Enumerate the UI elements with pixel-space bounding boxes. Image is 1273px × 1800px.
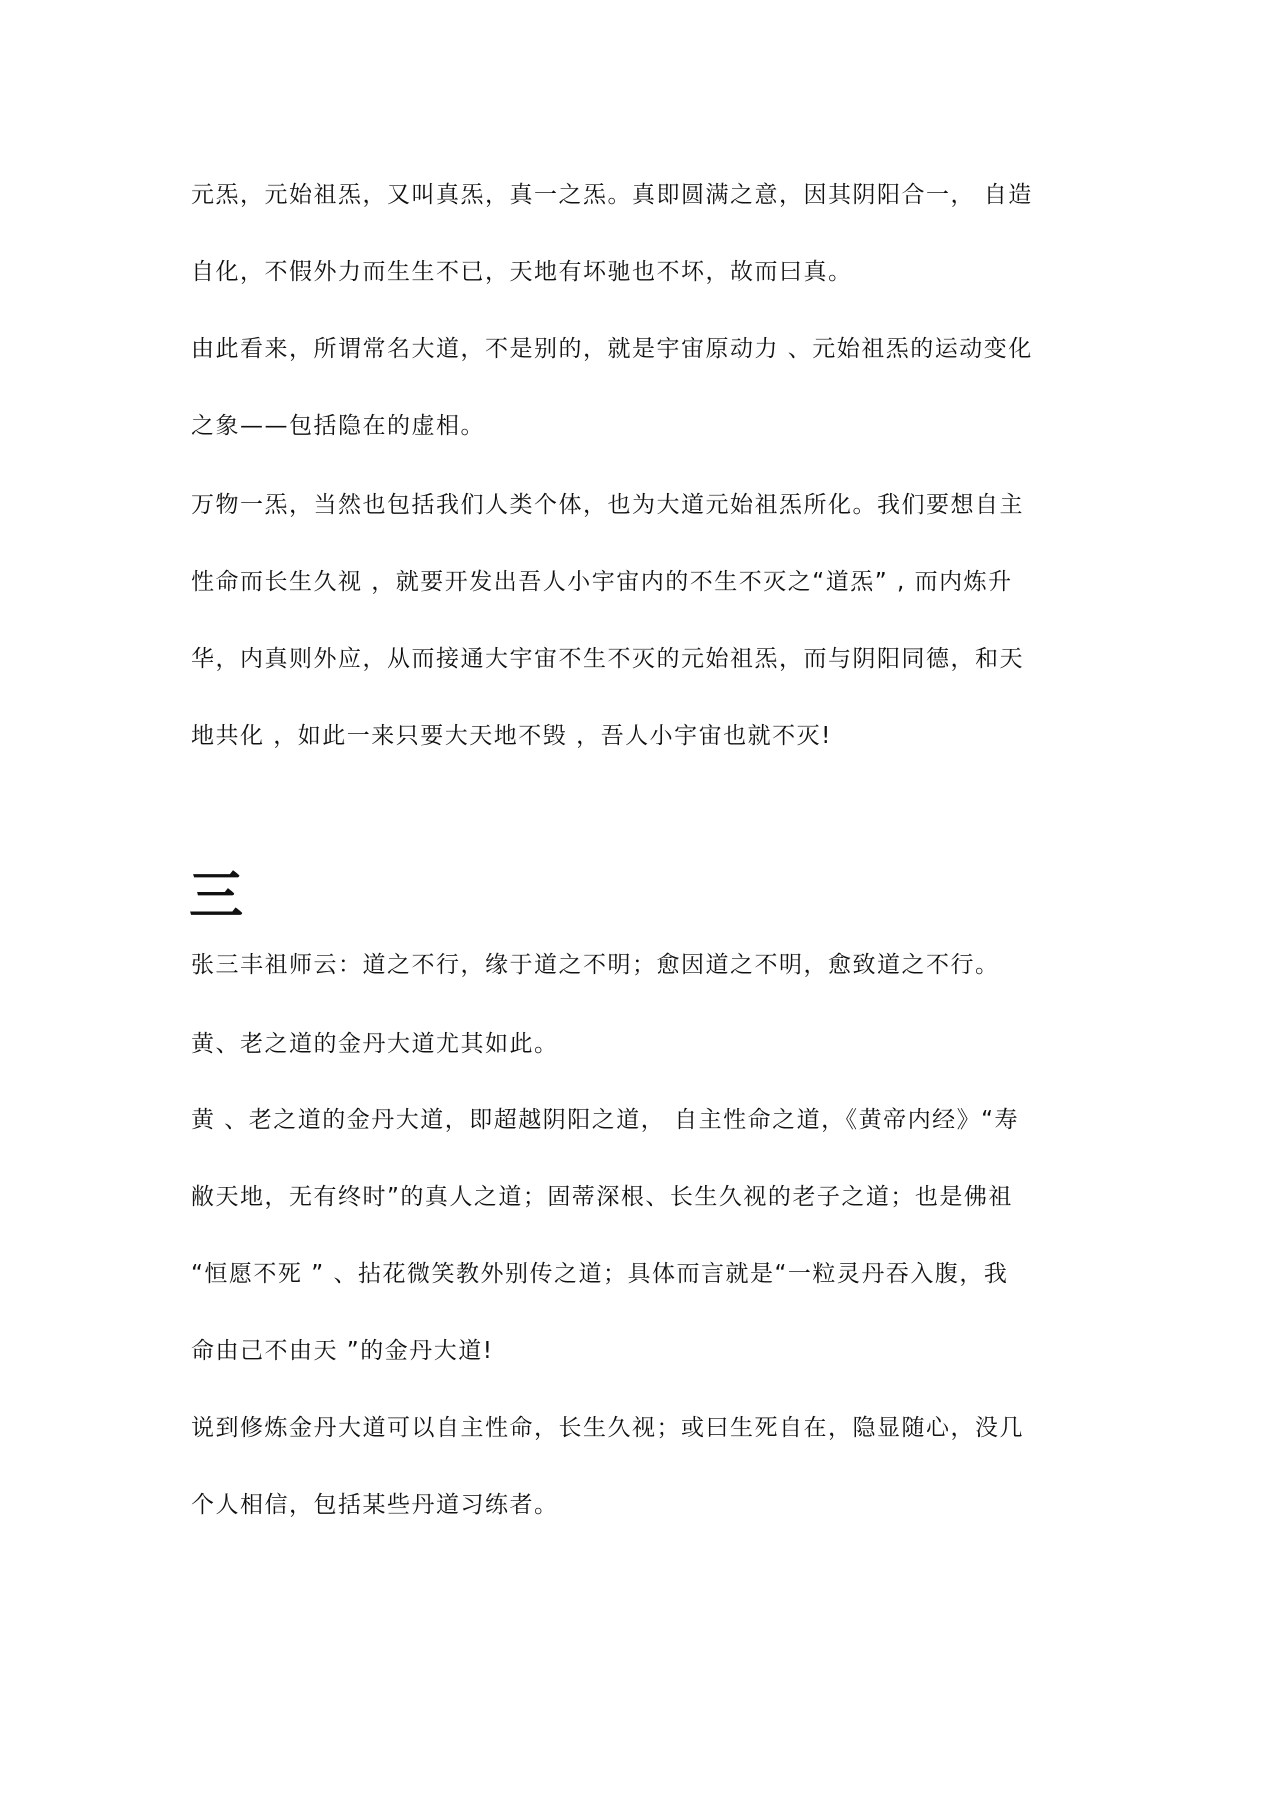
paragraph-line: 地共化 ，如此一来只要大天地不毁 ，吾人小宇宙也就不灭! [191, 723, 832, 749]
paragraph-line: 自化，不假外力而生生不已，天地有坏驰也不坏，故而曰真。 [191, 259, 853, 285]
paragraph-line: 黄、老之道的金丹大道尤其如此。 [191, 1031, 559, 1057]
section-heading: 三 [189, 863, 243, 927]
paragraph-line: 之象——包括隐在的虚相。 [191, 413, 485, 439]
paragraph-line: 说到修炼金丹大道可以自主性命，长生久视；或曰生死自在，隐显随心，没几 [191, 1415, 1024, 1441]
paragraph-line: 华，内真则外应，从而接通大宇宙不生不灭的元始祖炁，而与阴阳同德，和天 [191, 646, 1024, 672]
paragraph-line: 性命而长生久视 ，就要开发出吾人小宇宙内的不生不灭之“道炁” , 而内炼升 [191, 569, 1013, 595]
paragraph-line: “恒愿不死 ” 、拈花微笑教外别传之道；具体而言就是“一粒灵丹吞入腹，我 [191, 1261, 1009, 1287]
paragraph-line: 个人相信，包括某些丹道习练者。 [191, 1492, 559, 1518]
paragraph-line: 命由己不由天 ”的金丹大道! [191, 1338, 494, 1364]
paragraph-line: 元炁，元始祖炁，又叫真炁，真一之炁。真即圆满之意，因其阴阳合一， 自造 [191, 182, 1033, 208]
paragraph-line: 万物一炁，当然也包括我们人类个体，也为大道元始祖炁所化。我们要想自主 [191, 492, 1024, 518]
paragraph-line: 敝天地，无有终时”的真人之道；固蒂深根、长生久视的老子之道；也是佛祖 [191, 1184, 1013, 1210]
paragraph-line: 黄 、老之道的金丹大道，即超越阴阳之道， 自主性命之道，《黄帝内经》“寿 [191, 1107, 1020, 1133]
paragraph-line: 由此看来，所谓常名大道，不是别的，就是宇宙原动力 、元始祖炁的运动变化 [191, 336, 1033, 362]
paragraph-line: 张三丰祖师云：道之不行，缘于道之不明；愈因道之不明，愈致道之不行。 [191, 952, 1000, 978]
